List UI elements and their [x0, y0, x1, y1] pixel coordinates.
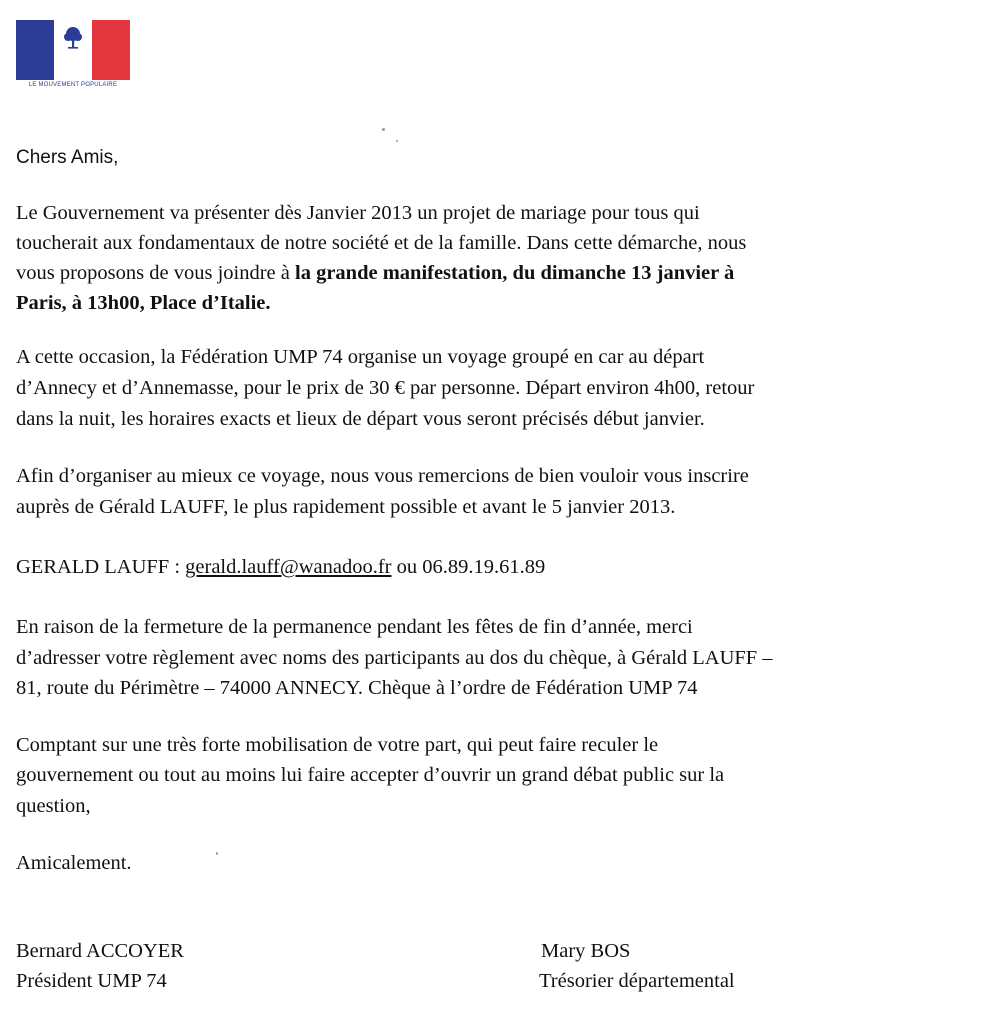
ump-logo [16, 20, 130, 90]
contact-name: GERALD LAUFF : [16, 556, 186, 578]
text-line: dans la nuit, les horaires exacts et lieux de départ vous seront précisés début janvier. [16, 408, 705, 430]
contact-line [16, 552, 545, 582]
logo-tagline: LE MOUVEMENT POPULAIRE [28, 82, 118, 88]
text-line: Afin d’organiser au mieux ce voyage, nous vous remercions de bien vouloir vous inscrire [16, 465, 749, 487]
tree-icon [63, 26, 83, 52]
text-line: auprès de Gérald LAUFF, le plus rapidement possible et avant le 5 janvier 2013. [16, 496, 676, 518]
closing: Amicalement. [16, 852, 132, 874]
scan-speck [382, 128, 385, 131]
text-line: toucherait aux fondamentaux de notre société et de la famille. Dans cette démarche, nous [16, 232, 747, 254]
signatory-name: Mary BOS [541, 940, 631, 962]
scan-speck [396, 140, 398, 142]
text-line: A cette occasion, la Fédération UMP 74 organise un voyage groupé en car au départ [16, 346, 705, 368]
logo-wordmark: UMP [55, 54, 91, 70]
text-line: Le Gouvernement va présenter dès Janvier 2013 un projet de mariage pour tous qui [16, 202, 700, 224]
text-line: gouvernement ou tout au moins lui faire accepter d’ouvrir un grand débat public sur la [16, 764, 725, 786]
email-link[interactable]: gerald.lauff@wanadoo.fr [185, 556, 392, 578]
logo-blue-band [16, 20, 54, 80]
event-highlight: la grande manifestation, du dimanche 13 janvier à [295, 262, 735, 284]
event-location: Paris, à 13h00, Place d’Italie. [16, 292, 271, 314]
text-line [16, 258, 734, 288]
logo-red-band [92, 20, 130, 80]
signatory-name: Bernard ACCOYER [16, 940, 184, 962]
text-plain: vous proposons de vous joindre à [16, 262, 296, 284]
text-line: d’adresser votre règlement avec noms des participants au dos du chèque, à Gérald LAUFF – [16, 647, 773, 669]
text-line: d’Annecy et d’Annemasse, pour le prix de 30 € par personne. Départ environ 4h00, retour [16, 377, 755, 399]
greeting: Chers Amis, [16, 147, 119, 168]
text-line: Comptant sur une très forte mobilisation de votre part, qui peut faire reculer le [16, 734, 659, 756]
signatory-title: Trésorier départemental [539, 970, 735, 992]
text-line [16, 288, 271, 318]
text-line: question, [16, 795, 91, 817]
signatory-title: Président UMP 74 [16, 970, 167, 992]
contact-phone: ou 06.89.19.61.89 [391, 556, 546, 578]
scan-speck [216, 852, 218, 855]
text-line: 81, route du Périmètre – 74000 ANNECY. Chèque à l’ordre de Fédération UMP 74 [16, 677, 698, 699]
text-line: En raison de la fermeture de la permanence pendant les fêtes de fin d’année, merci [16, 616, 693, 638]
